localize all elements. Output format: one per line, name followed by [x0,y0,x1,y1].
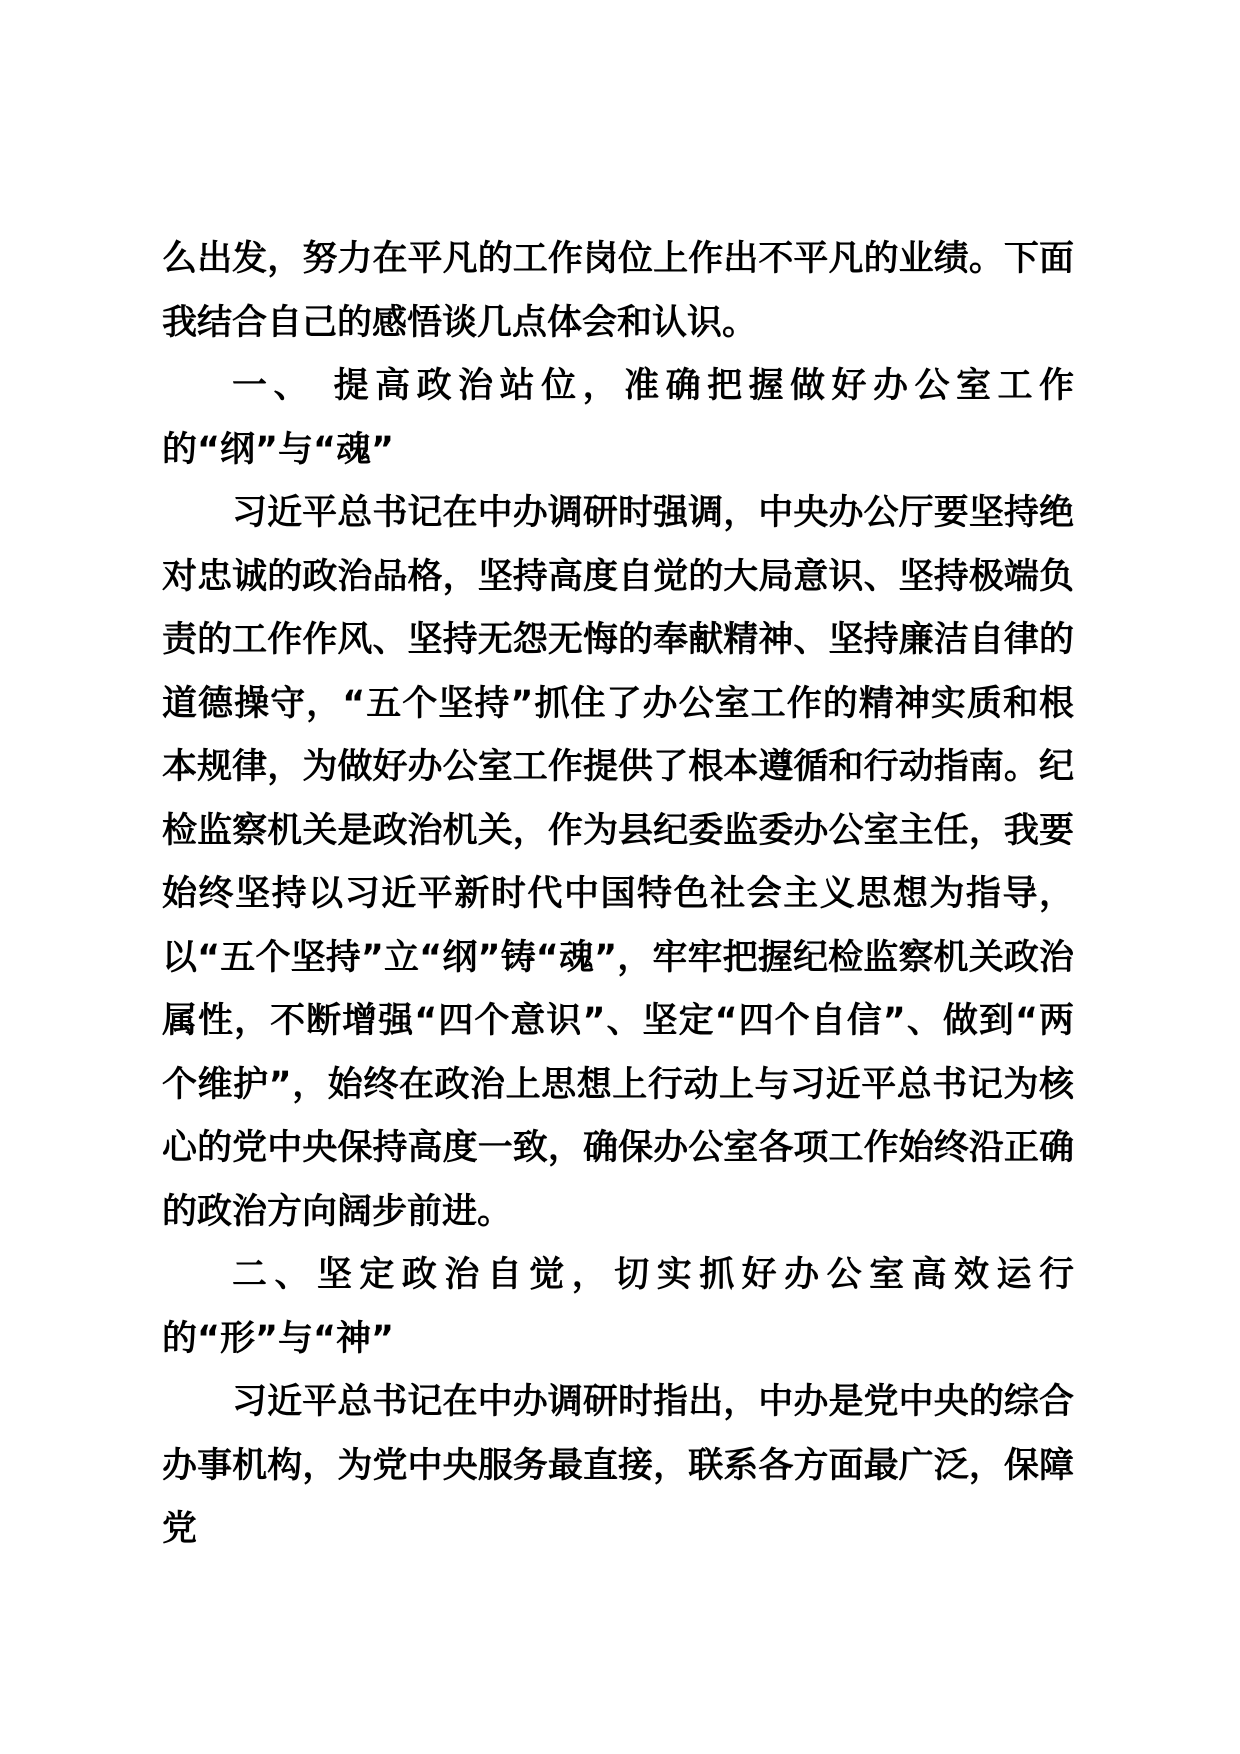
paragraph-section-2: 习近平总书记在中办调研时指出，中办是党中央的综合办事机构，为党中央服务最直接，联系各方面最广泛，保障党 [162,1382,1074,1549]
paragraph-section-1: 习近平总书记在中办调研时强调，中央办公厅要坚持绝对忠诚的政治品格，坚持高度自觉的大局意识、坚持极端负责的工作作风、坚持无怨无悔的奉献精神、坚持廉洁自律的道德操守，“五个坚持”抓住了办公室工作的精神实质和根本规律，为做好办公室工作提供了根本遵循和行动指南。纪检监察机关是政治机关，作为县纪委监委办公室主任，我要始终坚持以习近平新时代中国特色社会主义思想为指导，以“五个坚持”立“纲”铸“魂”，牢牢把握纪检监察机关政治属性，不断增强“四个意识”、坚定“四个自信”、做到“两个维护”，始终在政治上思想上行动上与习近平总书记为核心的党中央保持高度一致，确保办公室各项工作始终沿正确的政治方向阔步前进。 [162,493,1074,1232]
document-body [162,228,1074,1562]
section-heading-1: 一、 提高政治站位，准确把握做好办公室工作的“纲”与“魂” [162,366,1074,470]
paragraph-continuation: 么出发，努力在平凡的工作岗位上作出不平凡的业绩。下面我结合自己的感悟谈几点体会和认识。 [162,239,1074,343]
section-heading-2: 二、坚定政治自觉，切实抓好办公室高效运行的“形”与“神” [162,1255,1074,1359]
